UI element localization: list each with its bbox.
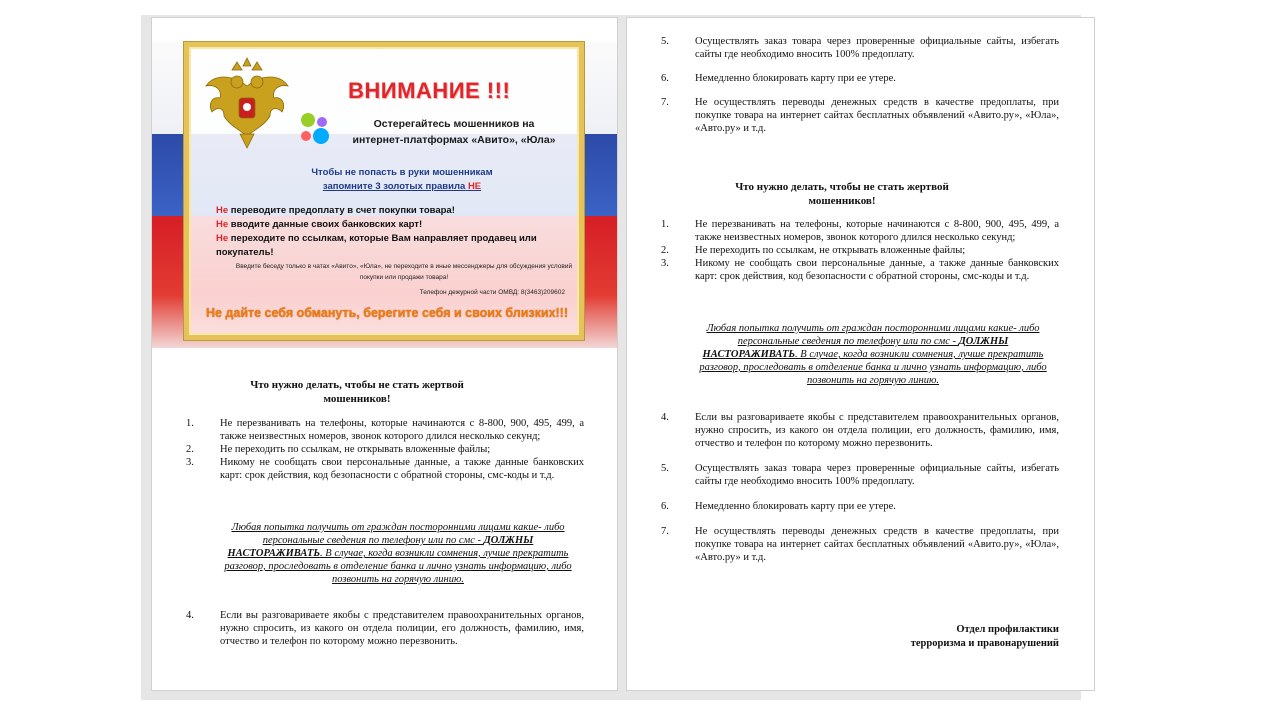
item-number: 1. xyxy=(186,418,194,429)
document-viewer[interactable] xyxy=(141,15,1081,700)
document-page-1 xyxy=(152,18,617,690)
poster-rule xyxy=(216,218,556,232)
poster-intro xyxy=(292,166,512,194)
poster-subtitle-line: интернет-платформах «Авито», «Юла» xyxy=(352,134,556,146)
coat-of-arms-icon xyxy=(202,56,292,151)
list-item xyxy=(184,443,584,456)
poster-intro-line: Чтобы не попасть в руки мошенникам xyxy=(311,167,493,178)
list-item xyxy=(184,417,584,443)
poster-note: Введите беседу только в чатах «Авито», «Юла», не переходите в иные мессенджеры для обсуждения условий покупки или продажи товара! xyxy=(235,263,573,281)
warning-emphasis: ДОЛЖНЫ НАСТОРАЖИВАТЬ xyxy=(702,336,1009,360)
warning-paragraph xyxy=(694,322,1052,387)
rule-ne: Не xyxy=(216,205,229,216)
warning-text: . В случае, когда возникли сомнения, лучше прекратить разговор, проследовать в отделение банка и лично узнать информацию, либо позвонить на горячую линию. xyxy=(699,349,1047,386)
warning-emphasis: ДОЛЖНЫ НАСТОРАЖИВАТЬ xyxy=(227,535,534,559)
item-text: Не переходить по ссылкам, не открывать вложенные файлы; xyxy=(695,245,966,256)
rule-ne: Не xyxy=(216,233,229,244)
signature-line: Отдел профилактики xyxy=(956,624,1059,635)
item-number: 6. xyxy=(661,73,669,84)
poster-slogan: Не дайте себя обмануть, берегите себя и своих близких!!! xyxy=(205,306,569,320)
poster-intro-text: запомните 3 золотых правила xyxy=(322,181,466,192)
tips-list-continued xyxy=(184,609,584,648)
tips-list xyxy=(659,218,1059,283)
tips-list xyxy=(184,417,584,482)
tips-list-top xyxy=(659,35,1059,135)
signature-line: терроризма и правонарушений xyxy=(910,638,1059,649)
item-number: 2. xyxy=(661,245,669,256)
item-text: Немедленно блокировать карту при ее утере. xyxy=(695,501,896,512)
rule-text: вводите данные своих банковских карт! xyxy=(228,219,423,230)
section-heading: Что нужно делать, чтобы не стать жертвой мошенников! xyxy=(735,181,949,207)
item-text: Осуществлять заказ товара через проверенные официальные сайты, избегать сайты где необходимо вносить 100% предоплату. xyxy=(695,463,1059,487)
list-item xyxy=(659,218,1059,244)
item-text: Никому не сообщать свои персональные данные, а также данные банковских карт: срок действия, код безопасности с обратной стороны, смс-коды и т.д. xyxy=(695,258,1059,282)
avito-logo-icon xyxy=(294,108,334,148)
warning-text: Любая попытка получить от граждан посторонними лицами какие- либо персональные сведения по телефону или по смс - xyxy=(231,522,565,546)
item-text: Не перезванивать на телефоны, которые начинаются с 8-800, 900, 495, 499, а также неизвестных номеров, звонок которого длился несколько секунд; xyxy=(695,219,1059,243)
item-number: 6. xyxy=(661,501,669,512)
list-item xyxy=(659,35,1059,61)
poster-rules xyxy=(216,204,556,260)
rule-text: переходите по ссылкам, которые Вам направляет продавец или покупатель! xyxy=(216,233,537,258)
item-text: Осуществлять заказ товара через проверенные официальные сайты, избегать сайты где необходимо вносить 100% предоплату. xyxy=(695,36,1059,60)
signature-block xyxy=(827,623,1059,651)
poster-rule xyxy=(216,232,556,260)
list-item xyxy=(659,257,1059,283)
list-item xyxy=(659,96,1059,135)
poster-subtitle xyxy=(339,116,569,148)
item-number: 2. xyxy=(186,444,194,455)
poster-intro-ne: НЕ xyxy=(467,181,482,192)
item-number: 4. xyxy=(661,412,669,423)
item-text: Немедленно блокировать карту при ее утере. xyxy=(695,73,896,84)
list-item xyxy=(659,244,1059,257)
item-text: Если вы разговариваете якобы с представителем правоохранительных органов, нужно спросить, из какого он отдела полиции, его должность, фамилию, имя, отчество и телефон по которому можно перезвонить. xyxy=(220,610,584,647)
list-item xyxy=(659,525,1059,564)
rule-ne: Не xyxy=(216,219,229,230)
list-item xyxy=(659,462,1059,488)
list-item xyxy=(659,72,1059,85)
item-text: Не осуществлять переводы денежных средств в качестве предоплаты, при покупке товара на интернет сайтах бесплатных объявлений «Авито.ру», «Юла», «Авто.ру» и т.д. xyxy=(695,526,1059,563)
item-number: 3. xyxy=(661,258,669,269)
item-number: 4. xyxy=(186,610,194,621)
poster-title: ВНИМАНИЕ !!! xyxy=(348,78,511,103)
list-item xyxy=(184,456,584,482)
list-item xyxy=(659,411,1059,450)
item-number: 7. xyxy=(661,97,669,108)
list-item xyxy=(659,500,1059,513)
item-number: 3. xyxy=(186,457,194,468)
item-number: 7. xyxy=(661,526,669,537)
item-text: Не перезванивать на телефоны, которые начинаются с 8-800, 900, 495, 499, а также неизвестных номеров, звонок которого длился несколько секунд; xyxy=(220,418,584,442)
item-text: Если вы разговариваете якобы с представителем правоохранительных органов, нужно спросить, из какого он отдела полиции, его должность, фамилию, имя, отчество и телефон по которому можно перезвонить. xyxy=(695,412,1059,449)
item-number: 5. xyxy=(661,36,669,47)
item-number: 5. xyxy=(661,463,669,474)
section-heading: Что нужно делать, чтобы не стать жертвой мошенников! xyxy=(250,379,464,405)
warning-text: Любая попытка получить от граждан посторонними лицами какие- либо персональные сведения по телефону или по смс - xyxy=(706,323,1040,347)
list-item xyxy=(184,609,584,648)
item-text: Не осуществлять переводы денежных средств в качестве предоплаты, при покупке товара на интернет сайтах бесплатных объявлений «Авито.ру», «Юла», «Авто.ру» и т.д. xyxy=(695,97,1059,134)
poster-subtitle-line: Остерегайтесь мошенников на xyxy=(373,118,535,130)
item-text: Не переходить по ссылкам, не открывать вложенные файлы; xyxy=(220,444,491,455)
poster-rule xyxy=(216,204,556,218)
item-text: Никому не сообщать свои персональные данные, а также данные банковских карт: срок действия, код безопасности с обратной стороны, смс-коды и т.д. xyxy=(220,457,584,481)
document-page-2 xyxy=(627,18,1094,690)
poster-phone: Телефон дежурной части ОМВД: 8(3463)209602 xyxy=(419,289,565,296)
warning-poster xyxy=(152,18,617,348)
warning-text: . В случае, когда возникли сомнения, лучше прекратить разговор, проследовать в отделение банка и лично узнать информацию, либо позвонить на горячую линию. xyxy=(224,548,572,585)
poster-intro-line xyxy=(292,180,512,194)
item-number: 1. xyxy=(661,219,669,230)
warning-paragraph xyxy=(220,521,576,586)
tips-list-bottom xyxy=(659,411,1059,564)
rule-text: переводите предоплату в счет покупки товара! xyxy=(228,205,455,216)
